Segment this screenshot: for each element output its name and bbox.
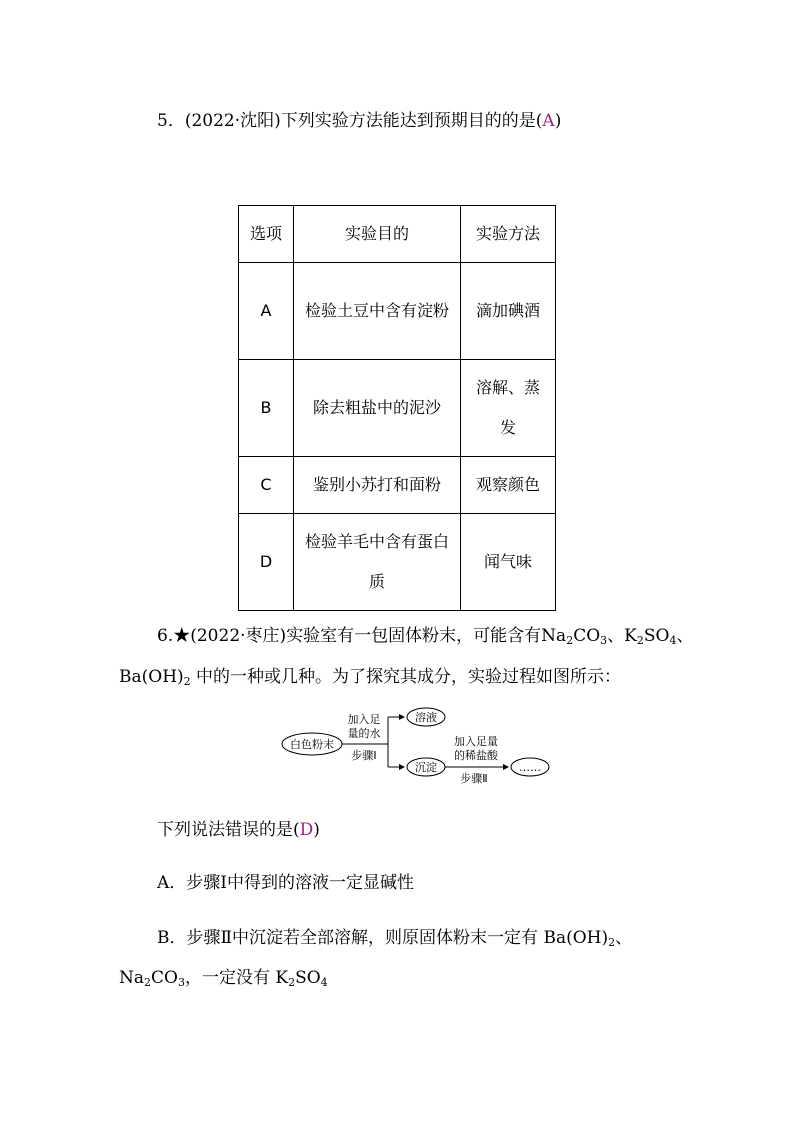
table-row: C 鉴别小苏打和面粉 观察颜色	[239, 457, 556, 514]
q6-stem-line2: $Ba(OH)_2$ 中的一种或几种。为了探究其成分，实验过程如图所示：	[119, 667, 622, 688]
q6-option-b-line2: $Na_2CO_3$，一定没有 $K_2SO_4$	[119, 968, 328, 989]
q6-flow-diagram	[280, 705, 550, 785]
svg-text:的稀盐酸: 的稀盐酸	[454, 749, 498, 762]
q6-option-b-line1: B．步骤Ⅱ中沉淀若全部溶解，则原固体粉末一定有 $Ba(OH)_2$、	[157, 928, 633, 949]
table-row: D 检验羊毛中含有蛋白质 闻气味	[239, 514, 556, 611]
svg-text:沉淀: 沉淀	[415, 761, 437, 774]
svg-text:溶液: 溶液	[415, 711, 437, 724]
step2-label: 步骤Ⅱ	[460, 772, 488, 785]
step1-label: 步骤Ⅰ	[351, 749, 377, 762]
svg-text:……: ……	[519, 761, 541, 774]
q6-prompt: 下列说法错误的是(D)	[157, 820, 320, 840]
svg-text:加入足量: 加入足量	[454, 735, 498, 748]
q5-answer: A	[542, 111, 555, 131]
q6-answer: D	[299, 820, 314, 840]
header-option: 选项	[239, 206, 294, 263]
q5-stem-text: 下列实验方法能达到预期目的的是(	[280, 111, 543, 131]
header-purpose: 实验目的	[294, 206, 461, 263]
table-row: A 检验土豆中含有淀粉 滴加碘酒	[239, 263, 556, 360]
q6-option-a: A．步骤Ⅰ中得到的溶液一定显碱性	[157, 873, 414, 893]
q6-stem-line1: 6.★(2022·枣庄)实验室有一包固体粉末，可能含有$Na_2CO_3$、$K_2SO_4$、	[157, 626, 694, 647]
q6-source: (2022·枣庄)	[190, 626, 287, 646]
q6-number: 6.★	[157, 626, 191, 646]
svg-text:量的水: 量的水	[347, 727, 381, 740]
table-header-row	[239, 206, 556, 263]
q5-number: 5．	[157, 111, 185, 131]
q5-table	[238, 205, 556, 611]
header-method: 实验方法	[461, 206, 556, 263]
start-label: 白色粉末	[290, 738, 334, 751]
table-row: B 除去粗盐中的泥沙 溶解、蒸发	[239, 360, 556, 457]
svg-text:加入足: 加入足	[347, 713, 381, 726]
q5-stem: 5．(2022·沈阳)下列实验方法能达到预期目的的是(A)	[157, 111, 562, 131]
q5-source: (2022·沈阳)	[184, 111, 281, 131]
